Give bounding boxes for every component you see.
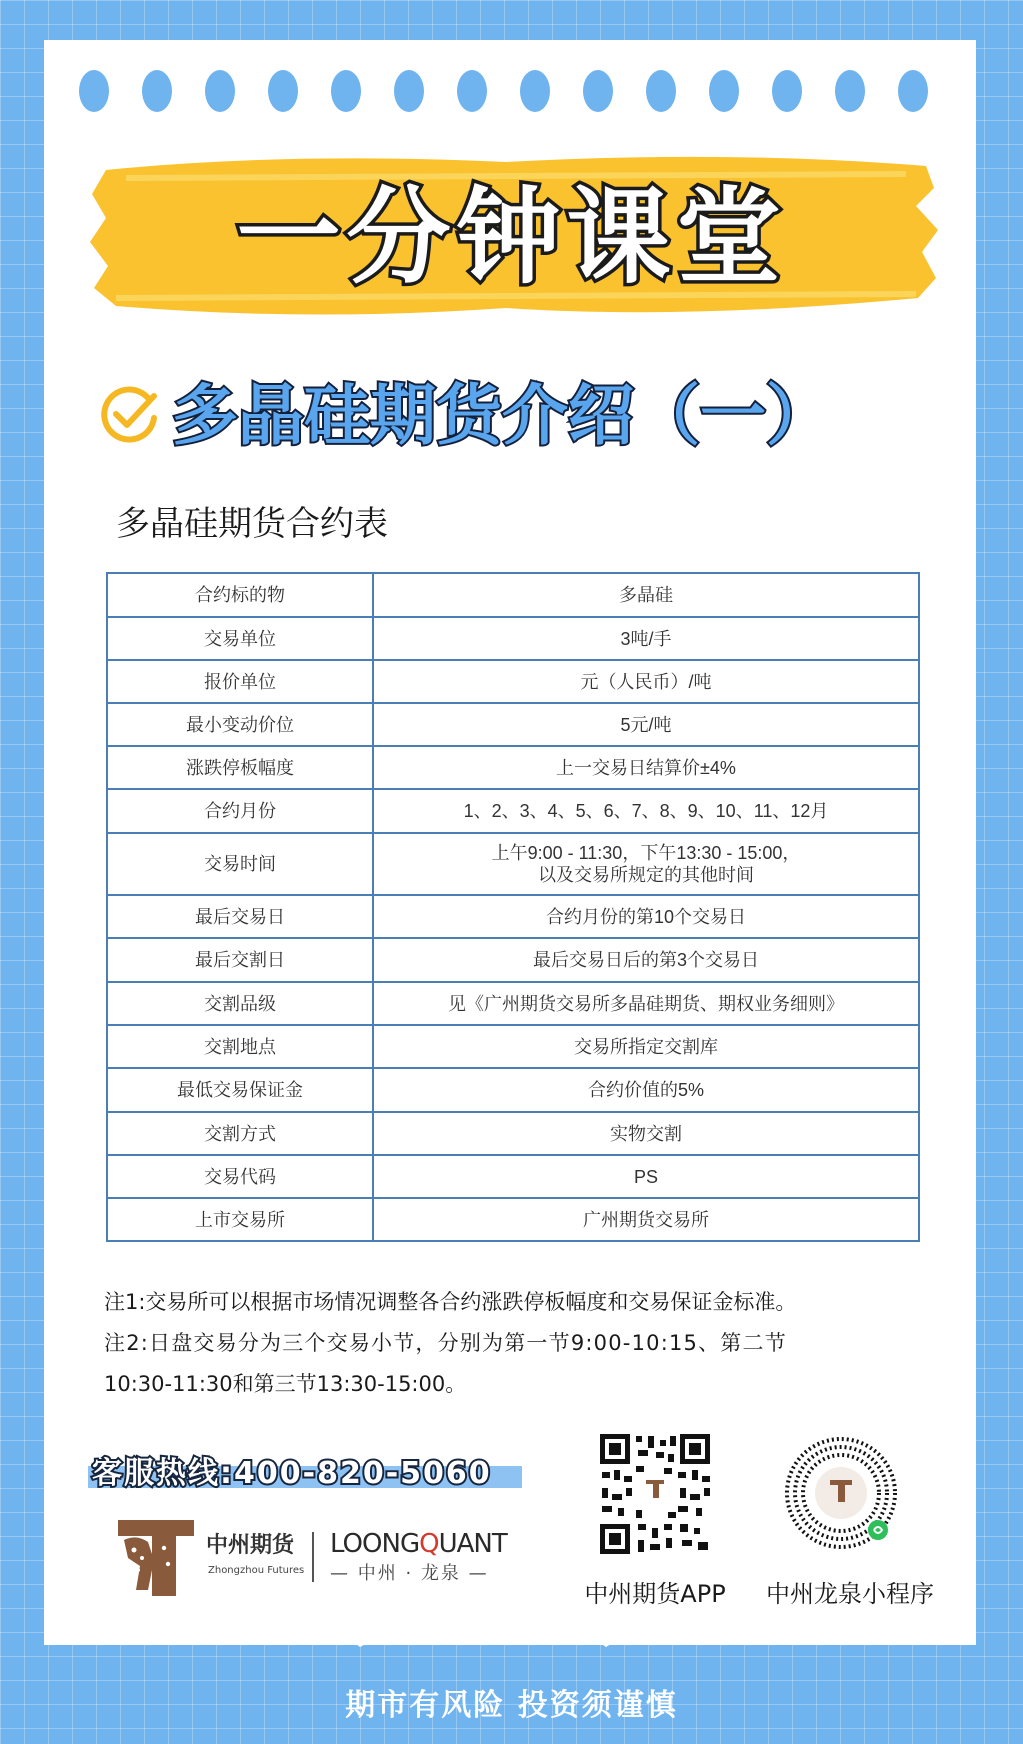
row-value-line2: 以及交易所规定的其他时间 [538,865,754,885]
note-2-line-2: 10:30-11:30和第三节13:30-15:00。 [104,1372,467,1396]
row-key: 最小变动价位 [107,703,373,746]
app-qr-code-icon[interactable] [598,1432,712,1556]
row-key: 交易代码 [107,1155,373,1198]
app-qr-label: 中州期货APP [584,1580,726,1608]
binder-hole [205,70,235,112]
row-value: 实物交割 [373,1112,919,1155]
table-row [107,746,919,789]
row-key: 最低交易保证金 [107,1068,373,1112]
table-title: 多晶硅期货合约表 [116,504,388,544]
row-value: PS [373,1155,919,1198]
row-value: 最后交易日后的第3个交易日 [373,938,919,982]
row-key: 合约标的物 [107,573,373,617]
row-value: 见《广州期货交易所多晶硅期货、期权业务细则》 [373,982,919,1025]
row-value: 广州期货交易所 [373,1198,919,1241]
row-key: 上市交易所 [107,1198,373,1241]
row-value: 3吨/手 [373,617,919,660]
loongquant-q: Q [419,1529,439,1559]
table-row [107,1025,919,1068]
row-key: 最后交易日 [107,895,373,938]
binder-hole [268,70,298,112]
row-value: 合约月份的第10个交易日 [373,895,919,938]
table-row [107,1068,919,1112]
loongquant-suffix: UANT [438,1529,507,1559]
table-row [107,573,919,617]
binder-hole [835,70,865,112]
mini-program-label: 中州龙泉小程序 [766,1580,934,1608]
note-2-line-1: 注2:日盘交易分为三个交易小节，分别为第一节9:00-10:15、第二节 [104,1331,787,1355]
zhongzhou-logo-en: Zhongzhou Futures [208,1565,305,1576]
row-key: 交易时间 [107,833,373,895]
row-value: 多晶硅 [373,573,919,617]
binder-hole [709,70,739,112]
binder-hole [583,70,613,112]
loongquant-prefix: LOONG [330,1529,420,1559]
zhongzhou-logo-text: 中州期货 [206,1533,295,1558]
binder-hole [394,70,424,112]
table-row [107,1198,919,1241]
row-key: 合约月份 [107,789,373,833]
binder-hole [772,70,802,112]
row-value: 合约价值的5% [373,1068,919,1112]
row-key: 最后交割日 [107,938,373,982]
table-row [107,1112,919,1155]
row-key: 涨跌停板幅度 [107,746,373,789]
main-title: 一分钟课堂 [236,176,787,298]
table-row [107,895,919,938]
row-value: 1、2、3、4、5、6、7、8、9、10、11、12月 [373,789,919,833]
table-row [107,660,919,703]
row-key: 交割方式 [107,1112,373,1155]
table-row [107,982,919,1025]
subtitle: 多晶硅期货介绍（一） [172,377,832,454]
zhongzhou-logo-icon [118,1520,194,1596]
row-key: 报价单位 [107,660,373,703]
table-row [107,1155,919,1198]
mini-program-code-icon[interactable] [782,1434,900,1552]
binder-hole [898,70,928,112]
risk-disclaimer: 期市有风险 投资须谨慎 [345,1688,678,1723]
hotline: 客服热线:400-820-5060 [92,1456,492,1491]
logo-divider [312,1532,314,1582]
binder-hole [646,70,676,112]
row-value: 上一交易日结算价±4% [373,746,919,789]
row-key: 交易单位 [107,617,373,660]
loongquant-subtitle: — 中州 · 龙泉 — [330,1563,489,1584]
contract-spec-table [106,572,920,1242]
table-row [107,938,919,982]
row-value-line1: 上午9:00 - 11:30，下午13:30 - 15:00， [491,843,801,863]
row-value [373,833,919,895]
binder-hole [79,70,109,112]
binder-hole [520,70,550,112]
binder-hole [331,70,361,112]
table-row [107,833,919,895]
row-key: 交割地点 [107,1025,373,1068]
table-row [107,703,919,746]
table-row [107,789,919,833]
row-key: 交割品级 [107,982,373,1025]
loongquant-logo-text [330,1528,507,1560]
binder-hole [457,70,487,112]
notes [104,1282,924,1405]
table-row [107,617,919,660]
check-circle-icon [98,384,160,446]
row-value: 交易所指定交割库 [373,1025,919,1068]
row-value: 5元/吨 [373,703,919,746]
row-value: 元（人民币）/吨 [373,660,919,703]
binder-hole [142,70,172,112]
note-1: 注1:交易所可以根据市场情况调整各合约涨跌停板幅度和交易保证金标准。 [104,1290,797,1314]
